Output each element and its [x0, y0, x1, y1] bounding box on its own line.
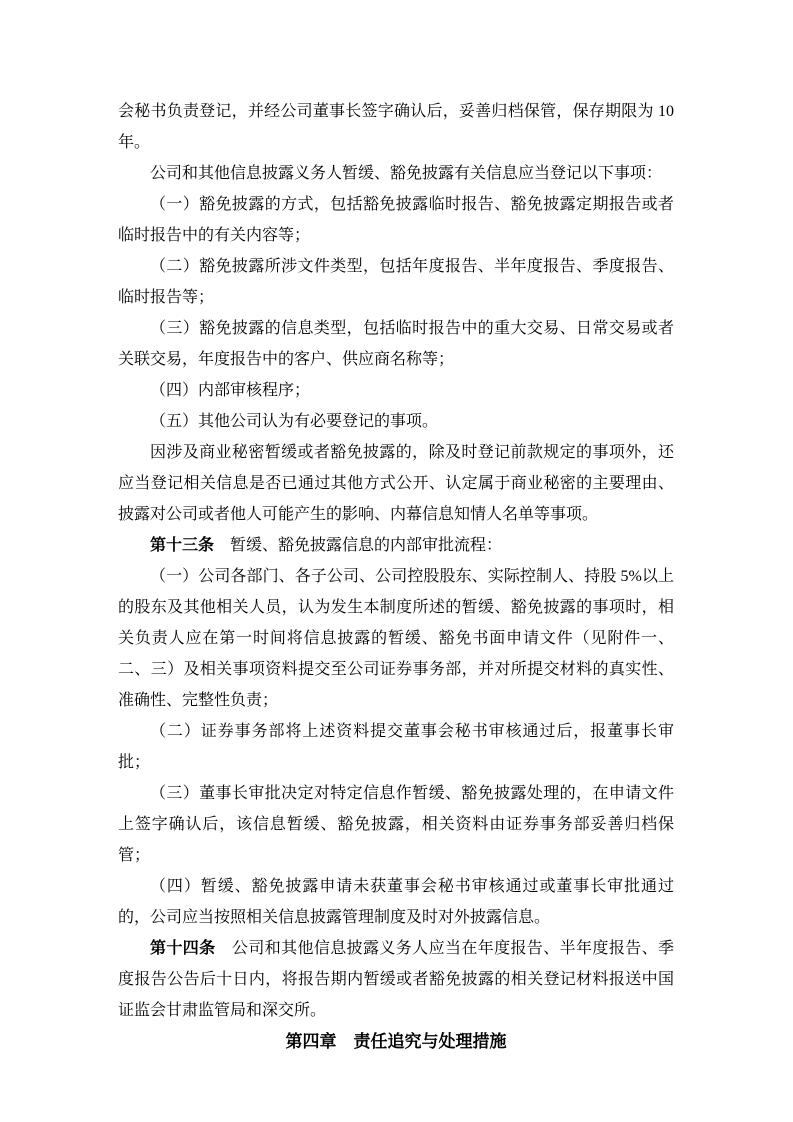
paragraph-item-2 — [118, 251, 674, 313]
paragraph-item-3 — [118, 313, 674, 375]
paragraph-text: （三）豁免披露的信息类型，包括临时报告中的重大交易、日常交易或者关联交易，年度报告中的客户、供应商名称等； — [118, 320, 674, 368]
paragraph-item-2 — [118, 716, 674, 778]
paragraph-text: （四）内部审核程序； — [150, 382, 311, 399]
paragraph-text: （四）暂缓、豁免披露申请未获董事会秘书审核通过或董事长审批通过的，公司应当按照相关信息披露管理制度及时对外披露信息。 — [118, 878, 674, 926]
paragraph-item-4 — [118, 871, 674, 933]
paragraph-text: （一）公司各部门、各子公司、公司控股股东、实际控制人、持股 5%以上的股东及其他相关人员，认为发生本制度所述的暂缓、豁免披露的事项时，相关负责人应在第一时间将信息披露的暂缓、豁免书面申请文件（见附件一、二、三）及相关事项资料提交至公司证券事务部，并对所提交材料的真实性、准确性、完整性负责； — [118, 568, 674, 709]
paragraph-item-1 — [118, 561, 674, 716]
chapter-heading: 第四章 责任追究与处理措施 — [285, 1032, 507, 1051]
paragraph-text: 公司和其他信息披露义务人暂缓、豁免披露有关信息应当登记以下事项： — [150, 165, 663, 182]
paragraph-text: 会秘书负责登记，并经公司董事长签字确认后，妥善归档保管，保存期限为 10年。 — [118, 103, 674, 151]
paragraph-article-13 — [118, 530, 674, 561]
paragraph — [118, 96, 674, 158]
paragraph-text: （二）证券事务部将上述资料提交董事会秘书审核通过后，报董事长审批； — [118, 723, 674, 771]
paragraph — [118, 437, 674, 530]
paragraph-item-1 — [118, 189, 674, 251]
article-number: 第十四条 — [150, 940, 216, 957]
paragraph-text: （一）豁免披露的方式，包括豁免披露临时报告、豁免披露定期报告或者临时报告中的有关内容等； — [118, 196, 674, 244]
article-number: 第十三条 — [150, 537, 215, 554]
paragraph-item-3 — [118, 778, 674, 871]
paragraph-text: （五）其他公司认为有必要登记的事项。 — [150, 413, 439, 430]
paragraph-text: （三）董事长审批决定对特定信息作暂缓、豁免披露处理的，在申请文件上签字确认后，该信息暂缓、豁免披露，相关资料由证券事务部妥善归档保管； — [118, 785, 674, 864]
paragraph-text: 公司和其他信息披露义务人应当在年度报告、半年度报告、季度报告公告后十日内，将报告期内暂缓或者豁免披露的相关登记材料报送中国证监会甘肃监管局和深交所。 — [118, 940, 674, 1019]
document-body — [118, 96, 674, 1057]
paragraph-item-4 — [118, 375, 674, 406]
paragraph — [118, 158, 674, 189]
paragraph-text: 暂缓、豁免披露信息的内部审批流程： — [214, 537, 503, 554]
paragraph-text: 因涉及商业秘密暂缓或者豁免披露的，除及时登记前款规定的事项外，还应当登记相关信息是否已通过其他方式公开、认定属于商业秘密的主要理由、披露对公司或者他人可能产生的影响、内幕信息知情人名单等事项。 — [118, 444, 674, 523]
paragraph-item-5 — [118, 406, 674, 437]
paragraph-text: （二）豁免披露所涉文件类型，包括年度报告、半年度报告、季度报告、临时报告等； — [118, 258, 674, 306]
paragraph-article-14 — [118, 933, 674, 1026]
